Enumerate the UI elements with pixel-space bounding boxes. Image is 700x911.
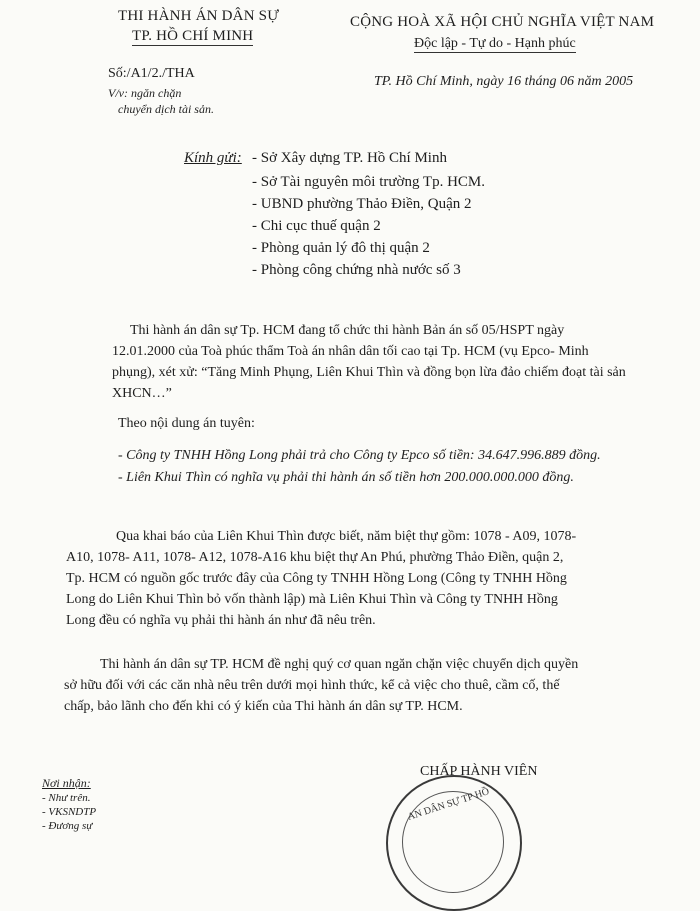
national-title: CỘNG HOÀ XÃ HỘI CHỦ NGHĨA VIỆT NAM: [350, 14, 655, 30]
recipient-item: - Sở Tài nguyên môi trường Tp. HCM.: [252, 174, 486, 190]
paragraph-line: chấp, bảo lãnh cho đến khi có ý kiến của Thi hành án dân sự TP. HCM.: [64, 699, 463, 714]
paragraph-line: Long do Liên Khui Thìn bỏ vốn thành lập) mà Liên Khui Thìn và Công ty TNHH Hồng: [66, 592, 558, 607]
paragraph-line: A10, 1078- A11, 1078- A12, 1078-A16 khu biệt thự An Phú, phường Thảo Điền, quận 2,: [66, 550, 564, 565]
official-seal: [386, 775, 522, 911]
national-motto: [414, 36, 576, 53]
paragraph-line: Thi hành án dân sự Tp. HCM đang tổ chức thi hành Bản án số 05/HSPT ngày: [130, 323, 565, 338]
recipient-item: - Chi cục thuế quận 2: [252, 218, 381, 234]
ruling-item: - Công ty TNHH Hồng Long phải trả cho Công ty Epco số tiền: 34.647.996.889 đồng.: [118, 448, 601, 463]
ruling-item: - Liên Khui Thìn có nghĩa vụ phải thi hành án số tiền hơn 200.000.000.000 đồng.: [118, 470, 574, 485]
paragraph-line: phụng), xét xử: “Tăng Minh Phụng, Liên Khui Thìn và đồng bọn lừa đảo chiếm đoạt tài sản: [112, 365, 626, 380]
org-name-line1: THI HÀNH ÁN DÂN SỰ: [118, 8, 280, 24]
distribution-title: Nơi nhận:: [42, 776, 91, 790]
distribution-item: - VKSNDTP: [42, 806, 97, 818]
document-date: TP. Hồ Chí Minh, ngày 16 tháng 06 năm 2005: [374, 74, 634, 89]
distribution-item: - Đương sự: [42, 820, 93, 832]
paragraph-line: 12.01.2000 của Toà phúc thẩm Toà án nhân dân tối cao tại Tp. HCM (vụ Epco- Minh: [112, 344, 589, 359]
subject-line1: V/v: ngăn chặn: [108, 86, 182, 100]
signer-title: CHẤP HÀNH VIÊN: [420, 764, 538, 779]
org-name-line2: [132, 28, 253, 46]
official-seal-text: AN DÂN SỰ TP HỒ: [406, 786, 491, 823]
national-motto-text: Độc lập - Tự do - Hạnh phúc: [414, 36, 576, 51]
distribution-item: - Như trên.: [42, 792, 91, 804]
paragraph-line: Long đều có nghĩa vụ phải thi hành án như đã nêu trên.: [66, 613, 376, 628]
paragraph-line: Qua khai báo của Liên Khui Thìn được biết, năm biệt thự gồm: 1078 - A09, 1078-: [116, 529, 577, 544]
subject-line2: chuyển dịch tài sản.: [118, 102, 214, 116]
paragraph-line: Tp. HCM có nguồn gốc trước đây của Công ty TNHH Hồng Long (Công ty TNHH Hồng: [66, 571, 567, 586]
recipients-title: Kính gửi:: [184, 150, 242, 166]
recipient-item: - UBND phường Thảo Điền, Quận 2: [252, 196, 472, 212]
org-name-line2-text: TP. HỒ CHÍ MINH: [132, 28, 254, 44]
paragraph-line: Thi hành án dân sự TP. HCM đề nghị quý cơ quan ngăn chặn việc chuyển dịch quyền: [100, 657, 579, 672]
document-number: Số:/A1/2./THA: [108, 66, 195, 81]
paragraph-line: sở hữu đối với các căn nhà nêu trên dưới mọi hình thức, kể cả việc cho thuê, cầm cố, thế: [64, 678, 560, 693]
ruling-intro: Theo nội dung án tuyên:: [118, 416, 255, 431]
recipient-item: - Sở Xây dựng TP. Hồ Chí Minh: [252, 150, 447, 166]
paragraph-request: [64, 654, 578, 717]
paragraph-line: XHCN…”: [112, 386, 172, 401]
paragraph-villas: [66, 526, 576, 631]
recipient-item: - Phòng công chứng nhà nước số 3: [252, 262, 461, 278]
recipient-item: - Phòng quản lý đô thị quận 2: [252, 240, 430, 256]
paragraph-judgment: [112, 320, 626, 404]
